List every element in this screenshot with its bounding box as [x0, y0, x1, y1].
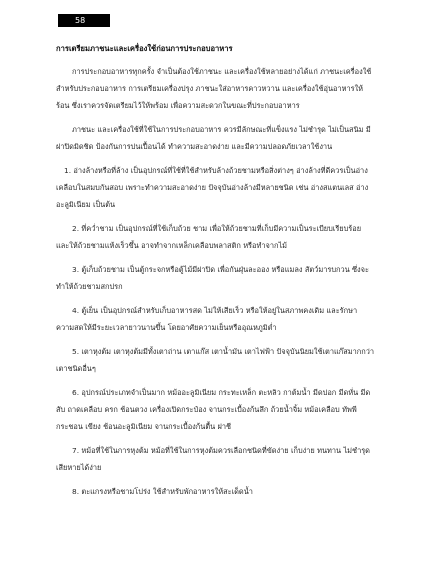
list-item-6: 6. อุปกรณ์ประเภทจำเป็นมาก หม้ออะลูมิเนียม กระทะเหล็ก ตะหลิว กาต้มน้ำ มีดปอก มีดหั่น มีดสับ ถาดเคลือบ ครก ช้อนตวง เครื่องเปิดกระป๋อง จานกระเบื้องก้นลึก ถ้วยน้ำจิ้ม หม้อเคลือบ ทัพพี กระชอน เขียง ช้อนอะลูมิเนียม จานกระเบื้องก้นตื้น ฝาชี — [56, 388, 371, 431]
document-body — [56, 40, 374, 507]
list-item-1: 1. อ่างล้างหรือที่ล้าง เป็นอุปกรณ์ที่ใช้ที่ใช้สำหรับล้างถ้วยชามหรือสิ่งต่างๆ อ่างล้างที่ดีควรเป็นอ่างเคลือบในสมบกันสอบ เพราะทำความสะอาดง่าย ปัจจุบันอ่างล้างมีหลายชนิด เช่น อ่างสแตนเลส อ่างอะลูมิเนียม เป็นต้น — [56, 166, 369, 209]
list-item-8: 8. ตะแกรงหรือชามโปร่ง ใช้สำหรับพักอาหารให้สะเด็ดน้ำ — [72, 487, 253, 496]
section-heading: การเตรียมภาชนะและเครื่องใช้ก่อนการประกอบอาหาร — [56, 44, 233, 53]
intro-paragraph-1: การประกอบอาหารทุกครั้ง จำเป็นต้องใช้ภาชนะ และเครื่องใช้หลายอย่างได้แก่ ภาชนะเครื่องใช้สำหรับประกอบอาหาร การเตรียมเครื่องปรุง ภาชนะใส่อาหารคาวหวาน และเครื่องใช้อุ่นอาหารให้ร้อน ซึ่งเราควรจัดเตรียมไว้ให้พร้อม เพื่อความสะดวกในขณะที่ประกอบอาหาร — [56, 67, 372, 110]
list-item-4: 4. ตู้เย็น เป็นอุปกรณ์สำหรับเก็บอาหารสด ไม่ให้เสียเร็ว หรือให้อยู่ในสภาพคงเดิม และรักษาความสดให้มีระยะเวลายาวนานขึ้น โดยอาศัยความเย็นหรืออุณหภูมิต่ำ — [56, 306, 358, 332]
page-number: 58 — [75, 16, 86, 25]
list-item-7: 7. หม้อที่ใช้ในการหุงต้ม หม้อที่ใช้ในการหุงต้มควรเลือกชนิดที่ขัดง่าย เก็บง่าย ทนทาน ไม่ชำรุดเสียหายได้ง่าย — [56, 446, 370, 472]
list-item-3: 3. ตู้เก็บถ้วยชาม เป็นตู้กระจกหรือตู้ไม้มีฝาปิด เพื่อกันฝุ่นละออง หรือแมลง สัตว์มารบกวน ซึ่งจะทำให้ถ้วยชามสกปรก — [56, 265, 369, 291]
intro-paragraph-2: ภาชนะ และเครื่องใช้ที่ใช้ในการประกอบอาหาร ควรมีลักษณะที่แข็งแรง ไม่ชำรุด ไม่เป็นสนิม มีฝาปิดมิดชิด ป้องกันการปนเปื้อนได้ ทำความสะอาดง่าย และมีความปลอดภัยเวลาใช้งาน — [56, 125, 371, 151]
list-item-5: 5. เตาหุงต้ม เตาหุงต้มมีทั้งเตาถ่าน เตาแก๊ส เตาน้ำมัน เตาไฟฟ้า ปัจจุบันนิยมใช้เตาแก๊สมากกว่าเตาชนิดอื่นๆ — [56, 347, 375, 373]
list-item-2: 2. ที่คว่ำชาม เป็นอุปกรณ์ที่ใช้เก็บถ้วย ชาม เพื่อให้ถ้วยชามที่เก็บมีความเป็นระเบียบเรียบร้อย และให้ถ้วยชามแห้งเร็วขึ้น อาจทำจากเหล็กเคลือบพลาสติก หรือทำจากไม้ — [56, 224, 362, 250]
page-number-bar — [58, 14, 110, 27]
